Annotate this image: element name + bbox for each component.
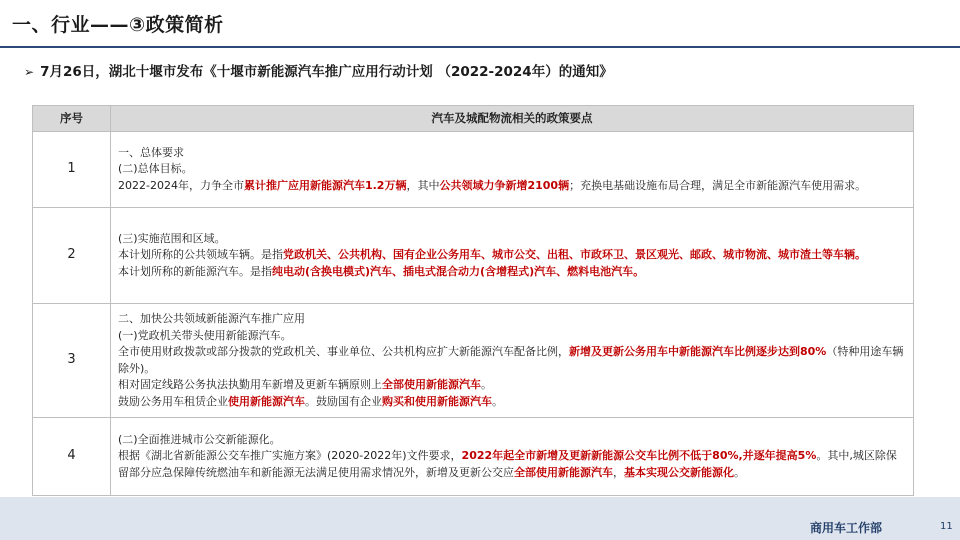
highlight-text: 全部使用新能源汽车	[514, 465, 613, 479]
policy-line	[118, 145, 905, 162]
policy-text: 全市使用财政拨款或部分拨款的党政机关、事业单位、公共机构应扩大新能源汽车配备比例，	[118, 345, 569, 358]
highlight-text: 购买和使用新能源汽车	[382, 394, 492, 408]
page-title: 一、行业——③政策简析	[12, 14, 224, 36]
policy-line	[118, 161, 905, 178]
policy-text: 根据《湖北省新能源公交车推广实施方案》(2020-2022年)文件要求，	[118, 449, 462, 463]
policy-content	[111, 418, 914, 496]
policy-line	[118, 344, 905, 377]
footer-department: 商用车工作部	[810, 521, 883, 535]
policy-text: 。其中,城区除保留部分应急保障传统燃油车和新能源无法满足使用需求情况外，新增及更新公交应	[118, 449, 897, 479]
table-row	[33, 208, 914, 304]
policy-text: (二)总体目标。	[118, 162, 193, 176]
highlight-text: 党政机关、公共机构、国有企业公务用车、城市公交、出租、市政环卫、景区观光、邮政、城市物流、城市渣土等车辆。	[283, 248, 866, 262]
policy-line	[118, 328, 905, 345]
table-row	[33, 418, 914, 496]
policy-content	[111, 132, 914, 208]
policy-line	[118, 264, 905, 281]
highlight-text: 基本实现公交新能源化	[624, 465, 734, 479]
highlight-text: 累计推广应用新能源汽车1.2万辆	[243, 178, 407, 192]
header-index: 序号	[33, 106, 111, 132]
policy-line	[118, 311, 905, 328]
row-number: 3	[33, 304, 111, 418]
policy-text: 本计划所称的公共领域车辆。是指	[118, 248, 283, 262]
policy-line	[118, 432, 905, 449]
policy-text: (三)实施范围和区域。	[118, 231, 226, 245]
page-number: 11	[940, 521, 953, 532]
policy-text: 。	[481, 378, 492, 391]
policy-text: 本计划所称的新能源汽车。是指	[118, 264, 272, 278]
row-number: 2	[33, 208, 111, 304]
subtitle	[24, 60, 613, 80]
policy-text: （特种用途车辆除外)。	[118, 345, 904, 375]
policy-text: ；充换电基础设施布局合理，满足全市新能源汽车使用需求。	[569, 178, 867, 192]
policy-line	[118, 377, 905, 394]
policy-content	[111, 208, 914, 304]
policy-text: 一、总体要求	[118, 145, 184, 159]
policy-text: (一)党政机关带头使用新能源汽车。	[118, 328, 292, 342]
policy-line	[118, 178, 905, 195]
row-number: 1	[33, 132, 111, 208]
policy-text: (二)全面推进城市公交新能源化。	[118, 432, 281, 446]
policy-text: 相对固定线路公务执法执勤用车新增及更新车辆原则上	[118, 378, 382, 391]
header-policy-points: 汽车及城配物流相关的政策要点	[111, 106, 914, 132]
policy-text: 。鼓励国有企业	[305, 394, 382, 408]
highlight-text: 全部使用新能源汽车	[382, 378, 481, 391]
subtitle-text: 7月26日，湖北十堰市发布《十堰市新能源汽车推广应用行动计划 （2022-2024年）的通知》	[40, 64, 613, 80]
highlight-text: 公共领域力争新增2100辆	[439, 178, 570, 192]
policy-text: 。	[492, 394, 503, 408]
highlight-text: 纯电动(含换电模式)汽车、插电式混合动力(含增程式)汽车、燃料电池汽车。	[272, 264, 645, 278]
policy-text: 二、加快公共领域新能源汽车推广应用	[118, 312, 305, 325]
policy-text: 鼓励公务用车租赁企业	[118, 394, 228, 408]
highlight-text: 2022年起全市新增及更新新能源公交车比例不低于80%,并逐年提高5%	[461, 449, 817, 463]
policy-line	[118, 231, 905, 248]
policy-table	[32, 105, 914, 496]
table-header-row	[33, 106, 914, 132]
policy-text: ，	[613, 465, 624, 479]
table-row	[33, 132, 914, 208]
bullet-arrow-icon: ➢	[24, 65, 35, 79]
policy-line	[118, 247, 905, 264]
policy-text: 2022-2024年，力争全市	[118, 178, 244, 192]
highlight-text: 新增及更新公务用车中新能源汽车比例逐步达到80%	[569, 345, 827, 358]
policy-text: 。	[734, 465, 745, 479]
policy-content	[111, 304, 914, 418]
title-divider	[0, 46, 960, 48]
row-number: 4	[33, 418, 111, 496]
policy-line	[118, 394, 905, 411]
policy-line	[118, 448, 905, 481]
policy-text: ，其中	[406, 178, 440, 192]
table-row	[33, 304, 914, 418]
highlight-text: 使用新能源汽车	[228, 394, 305, 408]
